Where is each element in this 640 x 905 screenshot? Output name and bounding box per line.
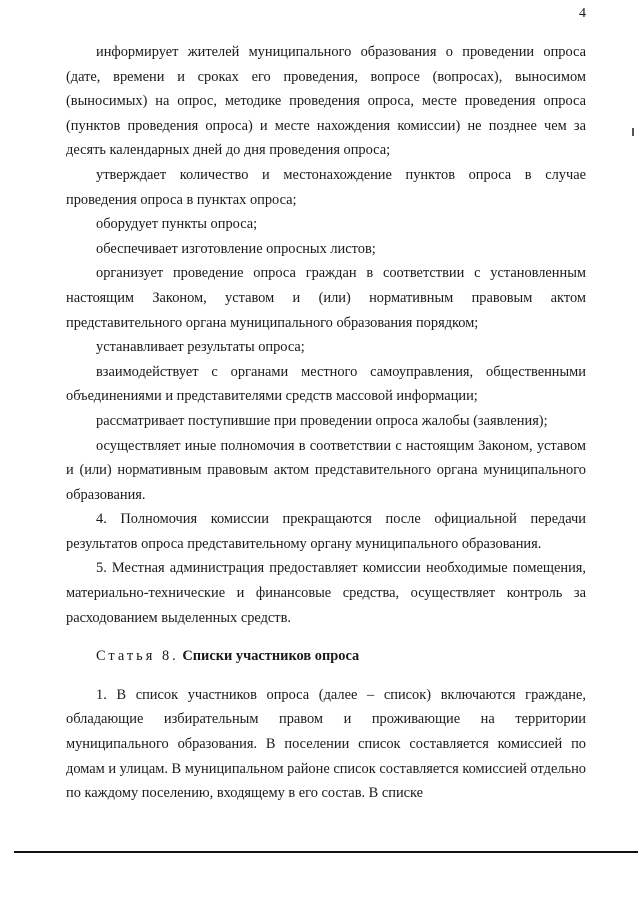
paragraph: 1. В список участников опроса (далее – список) включаются граждане, обладающие избирательным правом и проживающие на территории муниципального образования. В поселении список составляется комиссией по домам и улицам. В муниципальном районе список составляется комиссией отдельно по каждому поселению, входящему в его состав. В списке xyxy=(66,686,586,802)
paragraph: оборудует пункты опроса; xyxy=(96,216,258,233)
paragraph: устанавливает результаты опроса; xyxy=(96,339,305,356)
article-heading xyxy=(96,644,586,669)
paragraph: рассматривает поступившие при проведении опроса жалобы (заявления); xyxy=(96,412,548,429)
paragraph: 5. Местная администрация предоставляет комиссии необходимые помещения, материально-технические и финансовые средства, осуществляет контроль за расходованием выделенных средств. xyxy=(66,560,586,626)
article-title: Списки участников опроса xyxy=(182,648,360,665)
scan-mark xyxy=(632,128,634,136)
document-body xyxy=(66,40,586,806)
paragraph: организует проведение опроса граждан в соответствии с установленным настоящим Законом, уставом и (или) нормативным правовым актом представительного органа муниципального образования порядком; xyxy=(66,265,586,331)
paragraph: взаимодействует с органами местного самоуправления, общественными объединениями и представителями средств массовой информации; xyxy=(66,363,586,405)
page-number: 4 xyxy=(579,6,586,21)
paragraph: 4. Полномочия комиссии прекращаются после официальной передачи результатов опроса представительному органу муниципального образования. xyxy=(66,511,586,552)
bottom-rule xyxy=(14,851,638,853)
paragraph: информирует жителей муниципального образования о проведении опроса (дате, времени и сроках его проведения, вопросе (вопросах), выносимом (выносимых) на опрос, методике проведения опроса, месте проведения опроса (пунктов проведения опроса) и месте нахождения комиссии) не позднее чем за десять календарных дней до дня проведения опроса; xyxy=(66,44,586,159)
paragraph: утверждает количество и местонахождение пунктов опроса в случае проведения опроса в пунктах опроса; xyxy=(66,166,586,208)
article-label: Статья 8. xyxy=(96,648,179,665)
paragraph: осуществляет иные полномочия в соответствии с настоящим Законом, уставом и (или) нормативным правовым актом представительного органа муниципального образования. xyxy=(66,437,586,503)
paragraph: обеспечивает изготовление опросных листов; xyxy=(96,240,376,257)
